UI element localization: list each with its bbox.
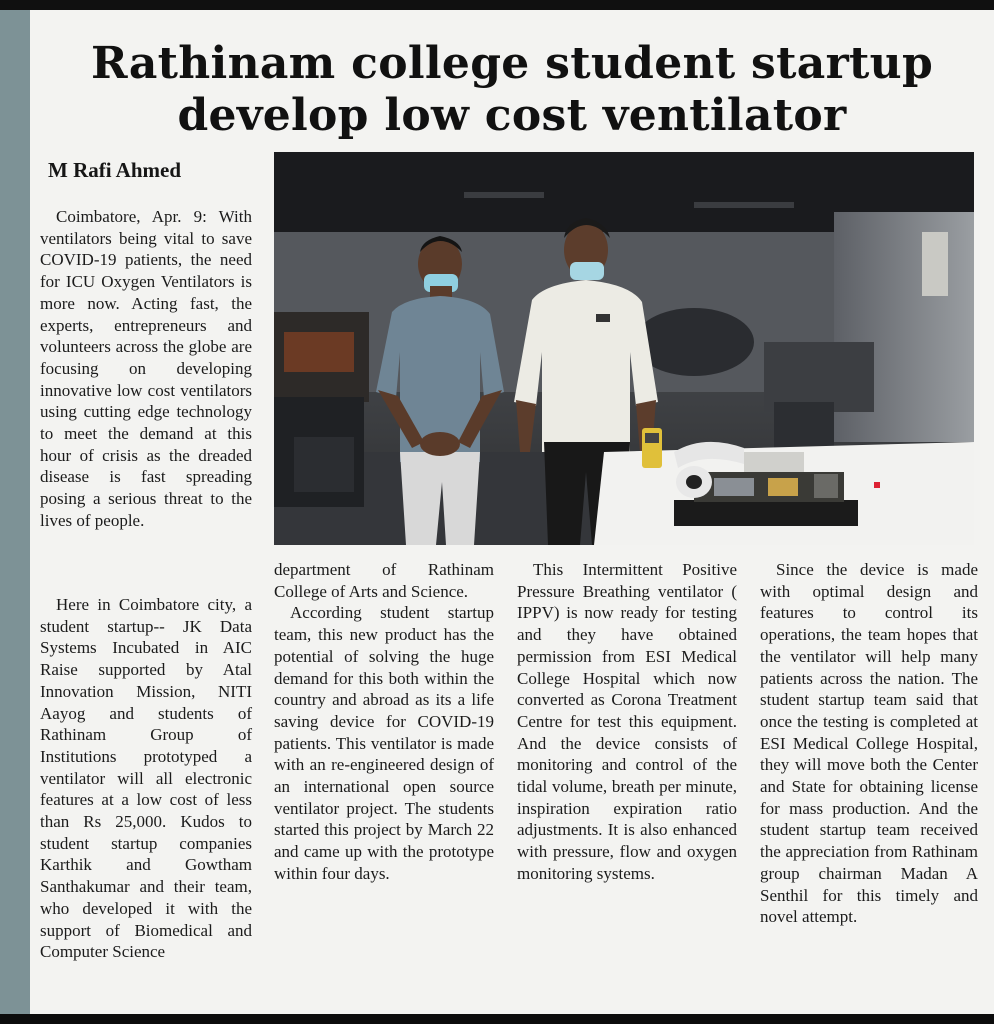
paragraph-conclusion: Since the device is made with optimal design and features to control its operations, the team hopes that the ventilator will help many patients across the nation. The student startup team said that once the testing is completed at ESI Medical College Hospital, they will move both the Center and State for obtaining license for mass production. And the student startup team received the appreciation from Rathinam group chairman Madan A Senthil for this timely and novel attempt. [760, 560, 978, 927]
top-border [0, 0, 994, 10]
paragraph-department: department of Rathinam College of Arts and Science. [274, 560, 494, 601]
byline: M Rafi Ahmed [48, 158, 181, 182]
article-headline [30, 38, 994, 142]
article-column-3 [517, 559, 737, 885]
headline-line-2: develop low cost ventilator [177, 90, 847, 141]
article-column-1-top [40, 206, 252, 532]
article-column-4 [760, 559, 978, 928]
paragraph-potential: According student startup team, this new product has the potential of solving the huge demand for this both within the country and abroad as its a life saving device for COVID-19 patients. This ventilator is made with an re-engineered design of an international open source ventilator project. The students started this project by March 22 and came up with the prototype within four days. [274, 603, 494, 883]
photo-illustration [274, 152, 974, 545]
article-column-2 [274, 559, 494, 885]
newspaper-clipping [30, 10, 994, 1014]
left-frame-strip [0, 10, 30, 1024]
article-photo [274, 152, 974, 545]
paragraph-intro: Coimbatore, Apr. 9: With ventilators being vital to save COVID-19 patients, the need for ICU Oxygen Ventilators is more now. Acting fast, the experts, entrepreneurs and volunteers across the globe are focusing on developing innovative low cost ventilators using cutting edge technology to meet the demand at this hour of crisis as the dreaded disease is fast spreading posing a serious threat to the lives of people. [40, 207, 252, 530]
article-column-1-bottom [40, 594, 252, 963]
paragraph-startup: Here in Coimbatore city, a student startup-- JK Data Systems Incubated in AIC Raise supported by Atal Innovation Mission, NITI Aayog and students of Rathinam Group of Institutions prototyped a ventilator will all electronic features at a low cost of less than Rs 25,000. Kudos to student startup companies Karthik and Gowtham Santhakumar and their team, who developed it with the support of Biomedical and Computer Science [40, 595, 252, 962]
headline-line-1: Rathinam college student startup [90, 38, 934, 89]
paragraph-ippv: This Intermittent Positive Pressure Breathing ventilator ( IPPV) is now ready for testing and they have obtained permission from ESI Medical College Hospital which now converted as Corona Treatment Centre for test this equipment. And the device consists of monitoring and control of the tidal volume, breath per minute, inspiration expiration ratio adjustments. It is also enhanced with pressure, flow and oxygen monitoring systems. [517, 560, 737, 883]
bottom-border [0, 1014, 994, 1024]
